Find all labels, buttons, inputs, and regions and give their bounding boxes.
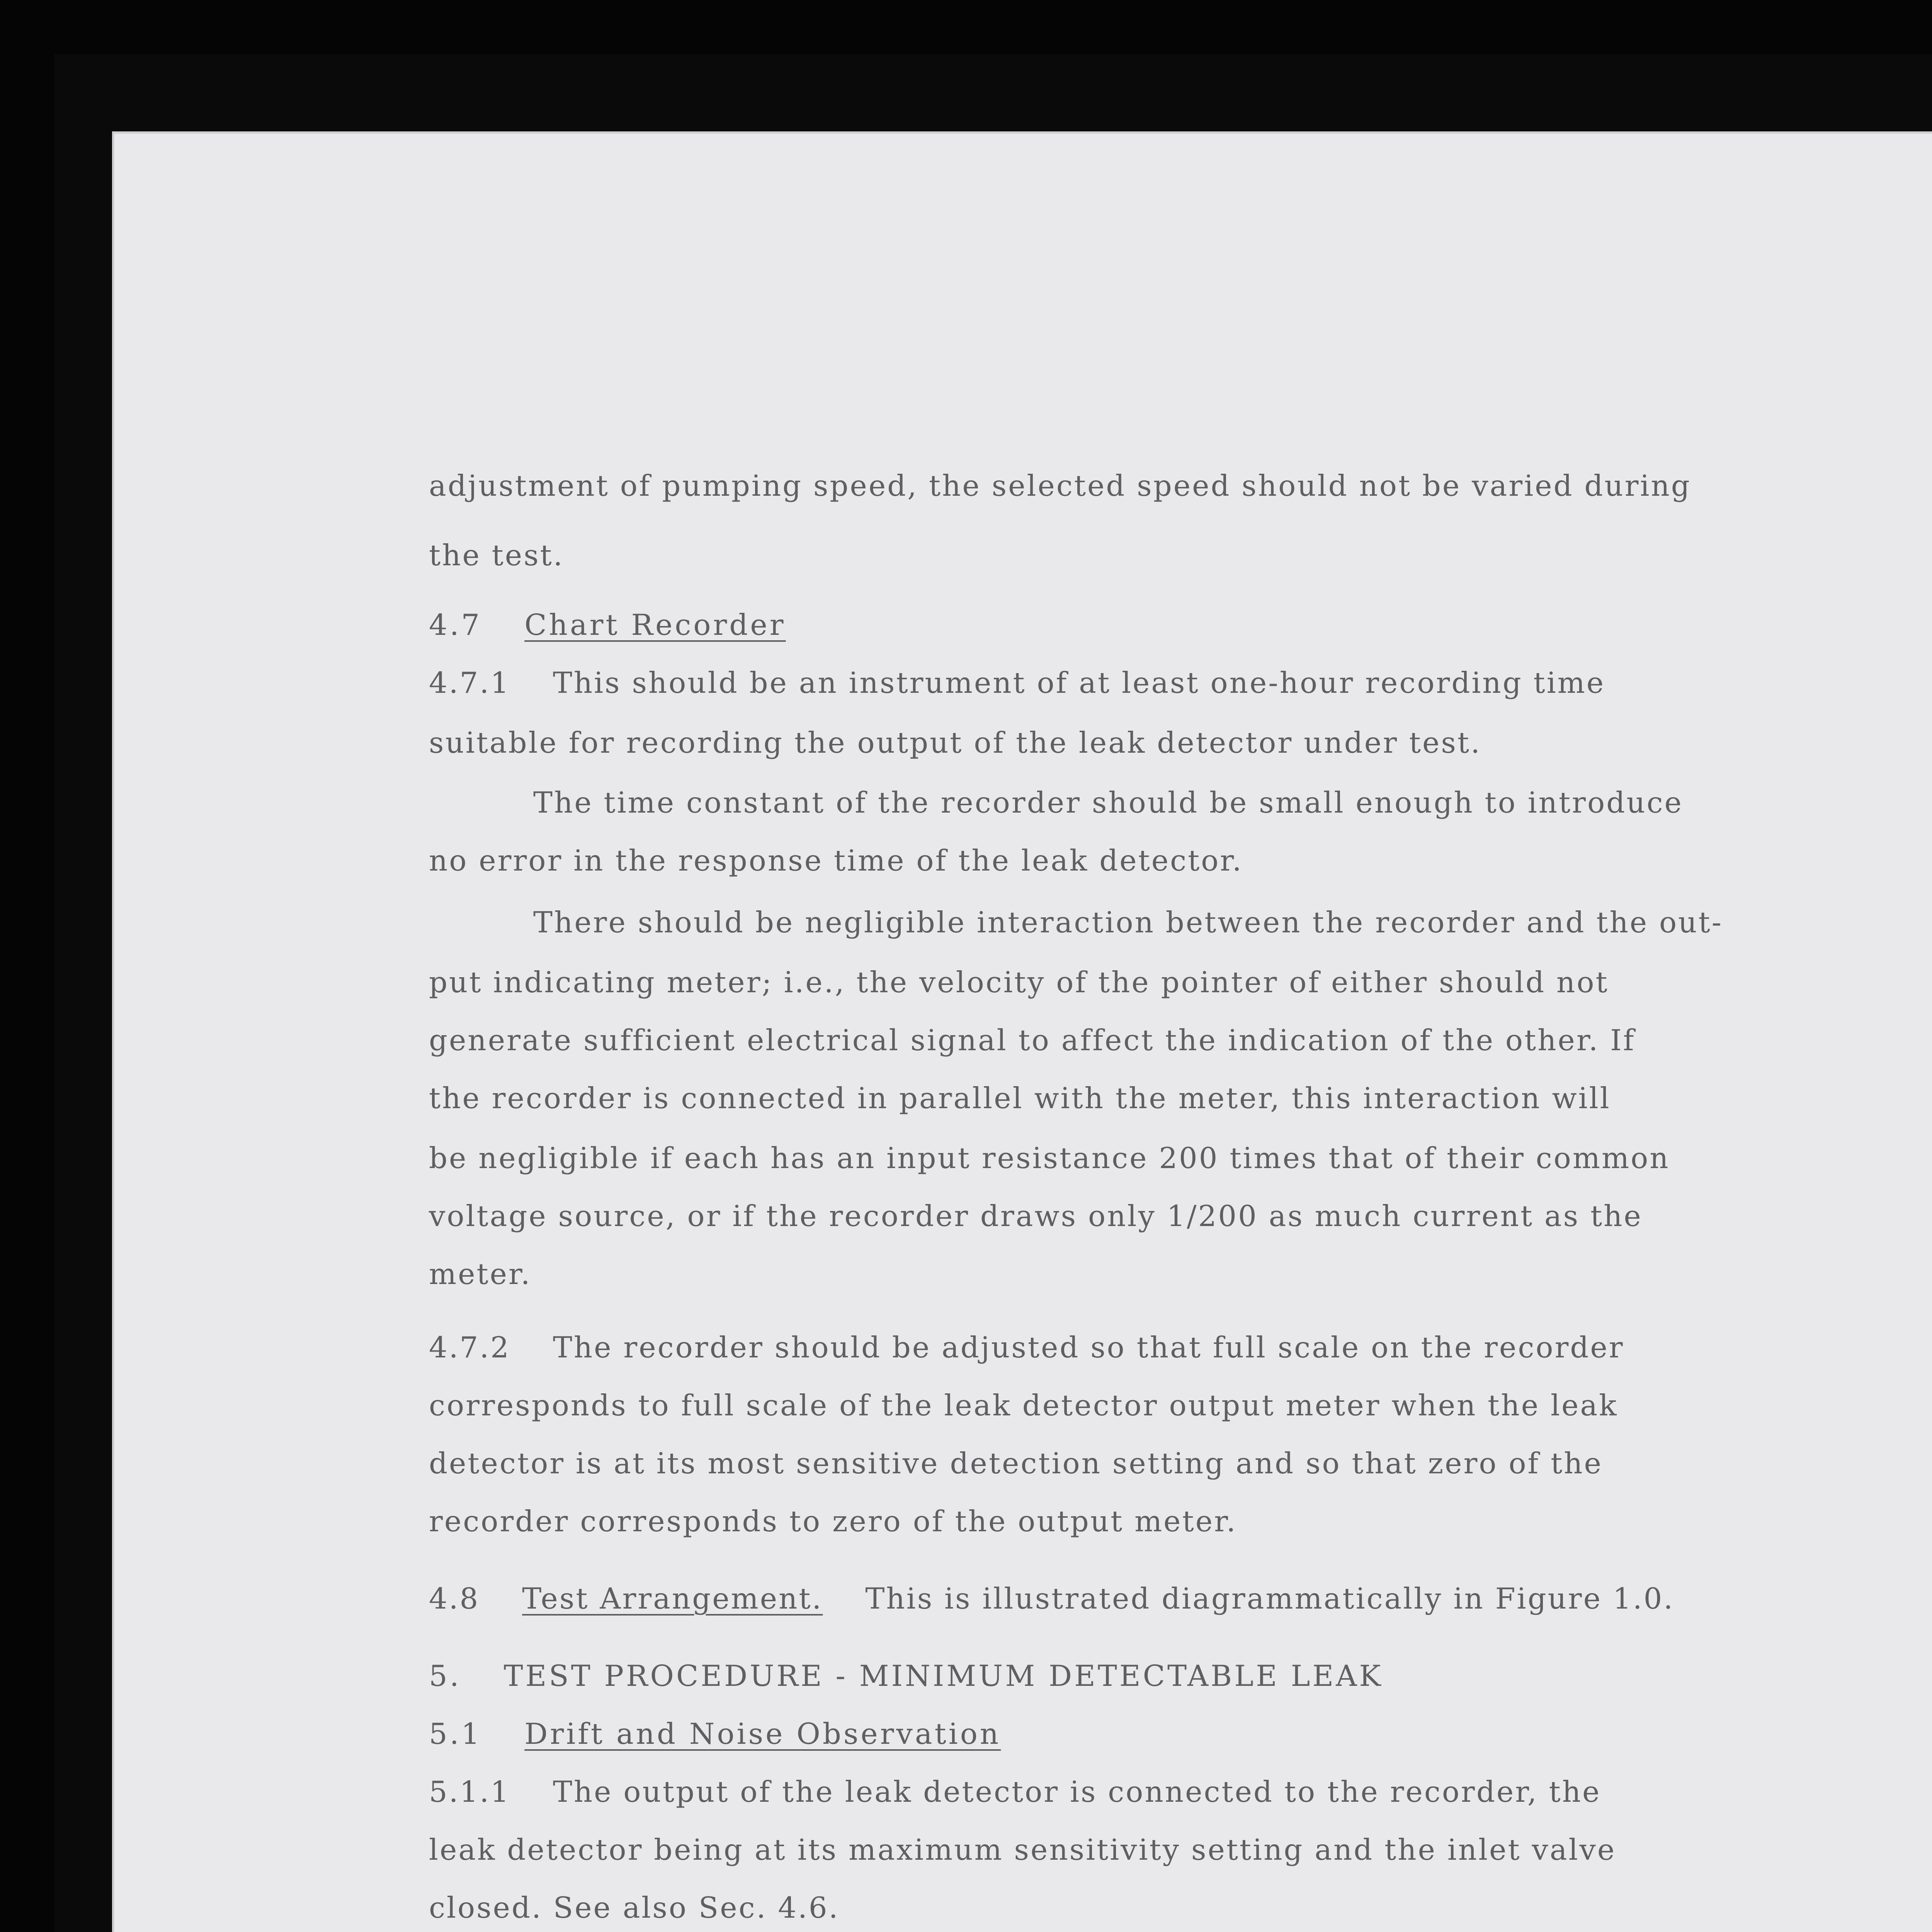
section-title: TEST PROCEDURE - MINIMUM DETECTABLE LEAK: [503, 1659, 1383, 1693]
section-5-heading: [429, 1659, 1383, 1693]
text-line-9: generate sufficient electrical signal to affect the indication of the other. If: [429, 1023, 1636, 1057]
section-number: 4.8: [429, 1582, 480, 1616]
paragraph-text: The recorder should be adjusted so that full scale on the recorder: [553, 1330, 1624, 1364]
text-line-5: The time constant of the recorder should be small enough to introduce: [533, 786, 1683, 820]
text-line-6: no error in the response time of the leak detector.: [429, 844, 1243, 878]
section-4-7-2-line: [429, 1330, 1624, 1364]
section-5-1-1-line: [429, 1775, 1601, 1809]
document-page: [112, 131, 1932, 1932]
document-text-area: [429, 471, 1932, 1932]
text-line-8: put indicating meter; i.e., the velocity of the pointer of either should not: [429, 965, 1609, 999]
section-5-1-heading: [429, 1717, 1001, 1751]
text-line-23: closed. See also Sec. 4.6.: [429, 1891, 840, 1925]
section-4-7-heading: [429, 608, 786, 642]
section-number: 4.7.2: [429, 1330, 510, 1364]
section-title: Test Arrangement.: [522, 1582, 823, 1616]
section-number: 5.1: [429, 1717, 482, 1751]
section-4-8-line: [429, 1582, 1675, 1616]
text-line-2: the test.: [429, 538, 564, 572]
text-line-4: suitable for recording the output of the leak detector under test.: [429, 726, 1481, 760]
text-line-11: be negligible if each has an input resistance 200 times that of their common: [429, 1141, 1670, 1175]
section-4-7-1-line: [429, 666, 1605, 700]
paragraph-text: This should be an instrument of at least one-hour recording time: [553, 666, 1605, 700]
text-line-15: corresponds to full scale of the leak detector output meter when the leak: [429, 1388, 1618, 1422]
text-line-17: recorder corresponds to zero of the output meter.: [429, 1504, 1237, 1538]
section-number: 5.: [429, 1659, 461, 1693]
section-title: Drift and Noise Observation: [524, 1717, 1001, 1751]
section-number: 4.7: [429, 608, 482, 642]
section-number: 5.1.1: [429, 1775, 510, 1809]
text-line-13: meter.: [429, 1257, 532, 1291]
text-line-16: detector is at its most sensitive detection setting and so that zero of the: [429, 1446, 1603, 1480]
text-line-7: There should be negligible interaction between the recorder and the out-: [533, 905, 1723, 939]
section-number: 4.7.1: [429, 666, 510, 700]
text-line-12: voltage source, or if the recorder draws only 1/200 as much current as the: [429, 1199, 1643, 1233]
paragraph-text: The output of the leak detector is connected to the recorder, the: [553, 1775, 1601, 1809]
section-title: Chart Recorder: [524, 608, 786, 642]
text-line-1: adjustment of pumping speed, the selected speed should not be varied during: [429, 469, 1691, 503]
text-line-22: leak detector being at its maximum sensitivity setting and the inlet valve: [429, 1833, 1616, 1867]
text-line-10: the recorder is connected in parallel with the meter, this interaction will: [429, 1081, 1611, 1115]
paragraph-text: This is illustrated diagrammatically in Figure 1.0.: [865, 1582, 1675, 1616]
